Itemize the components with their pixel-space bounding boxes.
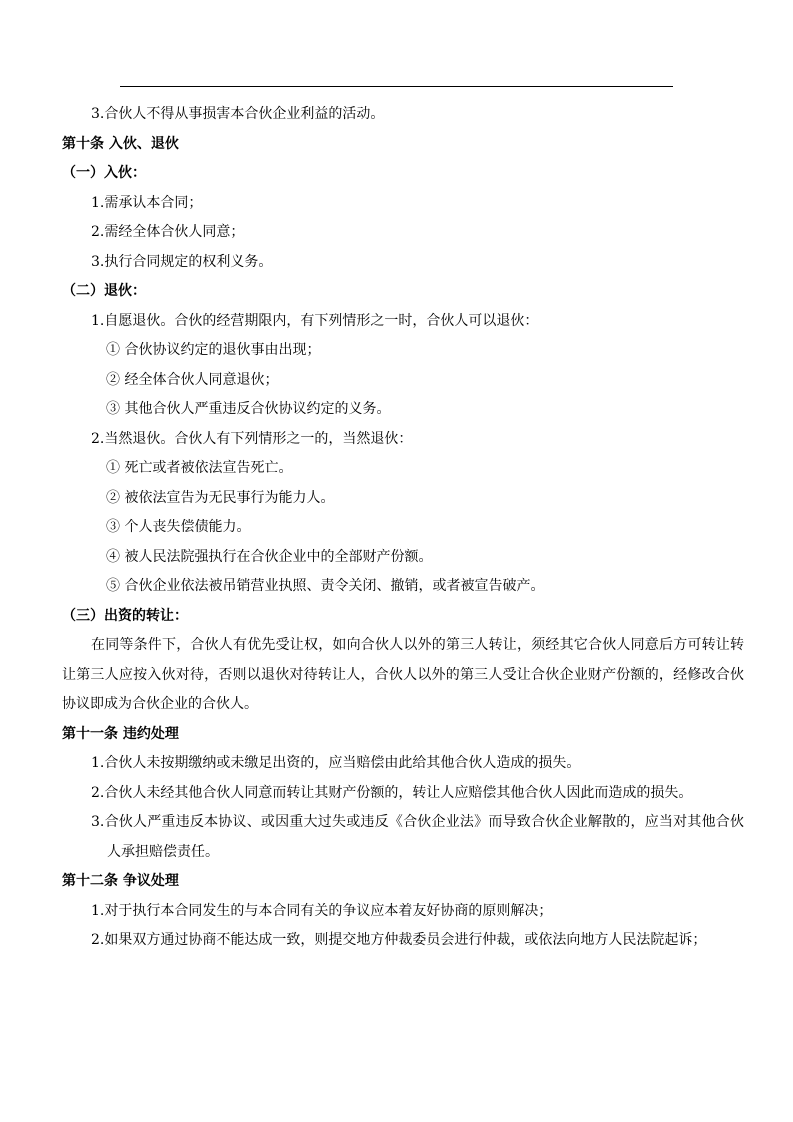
automatic-withdraw-item: ② 被依法宣告为无民事行为能力人。 bbox=[106, 489, 335, 506]
breach-item: 3.合伙人严重违反本协议、或因重大过失或违反《合伙企业法》而导致合伙企业解散的，应当对其他合伙人承担赔偿责任。 bbox=[91, 814, 744, 860]
join-item: 1.需承认本合同； bbox=[91, 194, 203, 211]
join-item: 2.需经全体合伙人同意； bbox=[91, 224, 245, 240]
voluntary-withdraw-item: ③ 其他合伙人严重违反合伙协议约定的义务。 bbox=[106, 401, 391, 417]
transfer-heading: （三）出资的转让： bbox=[62, 607, 188, 624]
header-rule bbox=[120, 86, 673, 87]
automatic-withdraw-item: ⑤ 合伙企业依法被吊销营业执照、责令关闭、撤销，或者被宣告破产。 bbox=[106, 578, 545, 594]
voluntary-withdraw-lead: 1.自愿退伙。合伙的经营期限内，有下列情形之一时，合伙人可以退伙： bbox=[91, 312, 539, 329]
breach-item: 1.合伙人未按期缴纳或未缴足出资的，应当赔偿由此给其他合伙人造成的损失。 bbox=[91, 755, 581, 771]
automatic-withdraw-item: ④ 被人民法院强执行在合伙企业中的全部财产份额。 bbox=[106, 548, 433, 565]
voluntary-withdraw-item: ① 合伙协议约定的退伙事由出现； bbox=[106, 342, 321, 358]
document-body bbox=[62, 100, 744, 956]
withdraw-heading: （二）退伙： bbox=[62, 283, 146, 299]
breach-item: 2.合伙人未经其他合伙人同意而转让其财产份额的，转让人应赔偿其他合伙人因此而造成的损失。 bbox=[91, 784, 693, 801]
join-item: 3.执行合同规定的权利义务。 bbox=[91, 253, 273, 270]
dispute-item: 1.对于执行本合同发生的与本合同有关的争议应本着友好协商的原则解决； bbox=[91, 902, 553, 919]
transfer-paragraph: 在同等条件下，合伙人有优先受让权，如向合伙人以外的第三人转让，须经其它合伙人同意后方可转让转让第三人应按入伙对待，否则以退伙对待转让人，合伙人以外的第三人受让合伙企业财产份额的，经修改合伙协议即成为合伙企业的合伙人。 bbox=[62, 637, 744, 712]
join-heading: （一）入伙： bbox=[62, 165, 146, 181]
article-10-title: 第十条 入伙、退伙 bbox=[62, 135, 179, 152]
clause-item: 3.合伙人不得从事损害本合伙企业利益的活动。 bbox=[91, 106, 385, 122]
dispute-item: 2.如果双方通过协商不能达成一致，则提交地方仲裁委员会进行仲裁，或依法向地方人民法院起诉； bbox=[91, 932, 707, 948]
article-11-title: 第十一条 违约处理 bbox=[62, 725, 179, 742]
automatic-withdraw-item: ③ 个人丧失偿债能力。 bbox=[106, 519, 251, 535]
automatic-withdraw-item: ① 死亡或者被依法宣告死亡。 bbox=[106, 460, 293, 476]
voluntary-withdraw-item: ② 经全体合伙人同意退伙； bbox=[106, 371, 279, 388]
article-12-title: 第十二条 争议处理 bbox=[62, 873, 179, 889]
automatic-withdraw-lead: 2.当然退伙。合伙人有下列情形之一的，当然退伙： bbox=[91, 430, 413, 447]
